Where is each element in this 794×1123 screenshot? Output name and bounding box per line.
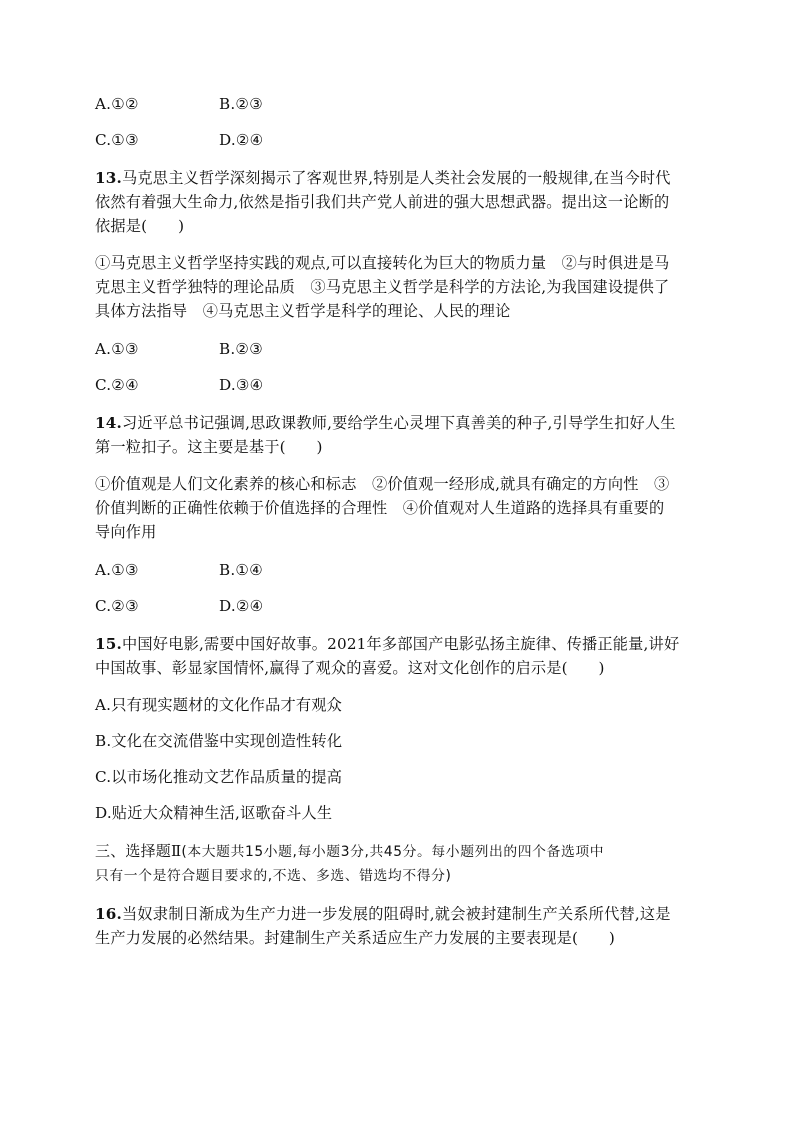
q12-option-b: B.②③ xyxy=(219,95,264,113)
q15-number: 15. xyxy=(95,635,123,653)
q16-stem-line-1: 当奴隶制日渐成为生产力进一步发展的阻碍时,就会被封建制生产关系所代替,这是 xyxy=(122,905,671,923)
q14-option-a: A.①③ xyxy=(95,561,139,579)
q14-statement-line-1: ①价值观是人们文化素养的核心和标志 ②价值观一经形成,就具有确定的方向性 ③ xyxy=(95,475,670,493)
q14-statement-line-3: 导向作用 xyxy=(95,523,157,541)
q14-stem-line-1: 习近平总书记强调,思政课教师,要给学生心灵埋下真善美的种子,引导学生扣好人生 xyxy=(122,414,676,432)
q16-number: 16. xyxy=(95,905,123,923)
q14-option-d: D.②④ xyxy=(219,597,264,615)
q16-stem xyxy=(95,902,705,950)
q13-statement-line-1: ①马克思主义哲学坚持实践的观点,可以直接转化为巨大的物质力量 ②与时俱进是马 xyxy=(95,254,670,272)
q13-option-b: B.②③ xyxy=(219,340,264,358)
q15-choice-b: B.文化在交流借鉴中实现创造性转化 xyxy=(95,732,343,750)
q13-options-row-2 xyxy=(95,373,705,397)
section-3-header xyxy=(95,839,705,888)
q15-stem xyxy=(95,632,705,680)
q15-choice-d: D.贴近大众精神生活,讴歌奋斗人生 xyxy=(95,804,333,822)
q16-stem-line-2: 生产力发展的必然结果。封建制生产关系适应生产力发展的主要表现是( ) xyxy=(95,929,616,947)
q14-options-row-2 xyxy=(95,594,705,618)
q14-option-b: B.①④ xyxy=(219,561,264,579)
section-3-note-line-1: (本大题共15小题,每小题3分,共45分。每小题列出的四个备选项中 xyxy=(181,844,605,860)
q13-option-a: A.①③ xyxy=(95,340,139,358)
section-3-title: 三、选择题Ⅱ xyxy=(95,842,182,860)
q12-options-row-1 xyxy=(95,92,705,116)
q13-statement-line-3: 具体方法指导 ④马克思主义哲学是科学的理论、人民的理论 xyxy=(95,302,511,320)
q14-number: 14. xyxy=(95,414,123,432)
q12-option-a: A.①② xyxy=(95,95,139,113)
q15-stem-line-1: 中国好电影,需要中国好故事。2021年多部国产电影弘扬主旋律、传播正能量,讲好 xyxy=(122,635,680,653)
q14-stem-line-2: 第一粒扣子。这主要是基于( ) xyxy=(95,438,323,456)
q15-choice-c: C.以市场化推动文艺作品质量的提高 xyxy=(95,768,343,786)
q13-number: 13. xyxy=(95,169,123,187)
section-3-note-line-2: 只有一个是符合题目要求的,不选、多选、错选均不得分) xyxy=(95,868,452,884)
q13-option-d: D.③④ xyxy=(219,376,264,394)
q13-statement-line-2: 克思主义哲学独特的理论品质 ③马克思主义哲学是科学的方法论,为我国建设提供了 xyxy=(95,278,670,296)
q13-stem xyxy=(95,166,705,238)
q12-options-row-2 xyxy=(95,128,705,152)
q13-option-c: C.②④ xyxy=(95,376,139,394)
q14-statement-line-2: 价值判断的正确性依赖于价值选择的合理性 ④价值观对人生道路的选择具有重要的 xyxy=(95,499,665,517)
q13-stem-line-1: 马克思主义哲学深刻揭示了客观世界,特别是人类社会发展的一般规律,在当今时代 xyxy=(122,169,671,187)
q13-options-row-1 xyxy=(95,337,705,361)
q13-statements xyxy=(95,251,705,323)
q15-stem-line-2: 中国故事、彰显家国情怀,赢得了观众的喜爱。这对文化创作的启示是( ) xyxy=(95,659,605,677)
q14-stem xyxy=(95,411,705,459)
q14-option-c: C.②③ xyxy=(95,597,139,615)
q13-stem-line-2: 依然有着强大生命力,依然是指引我们共产党人前进的强大思想武器。提出这一论断的 xyxy=(95,193,670,211)
q13-stem-line-3: 依据是( ) xyxy=(95,217,185,235)
q12-option-c: C.①③ xyxy=(95,131,139,149)
q12-option-d: D.②④ xyxy=(219,131,264,149)
q14-options-row-1 xyxy=(95,558,705,582)
exam-page xyxy=(95,92,705,950)
q15-choice-a: A.只有现实题材的文化作品才有观众 xyxy=(95,696,343,714)
q14-statements xyxy=(95,472,705,544)
